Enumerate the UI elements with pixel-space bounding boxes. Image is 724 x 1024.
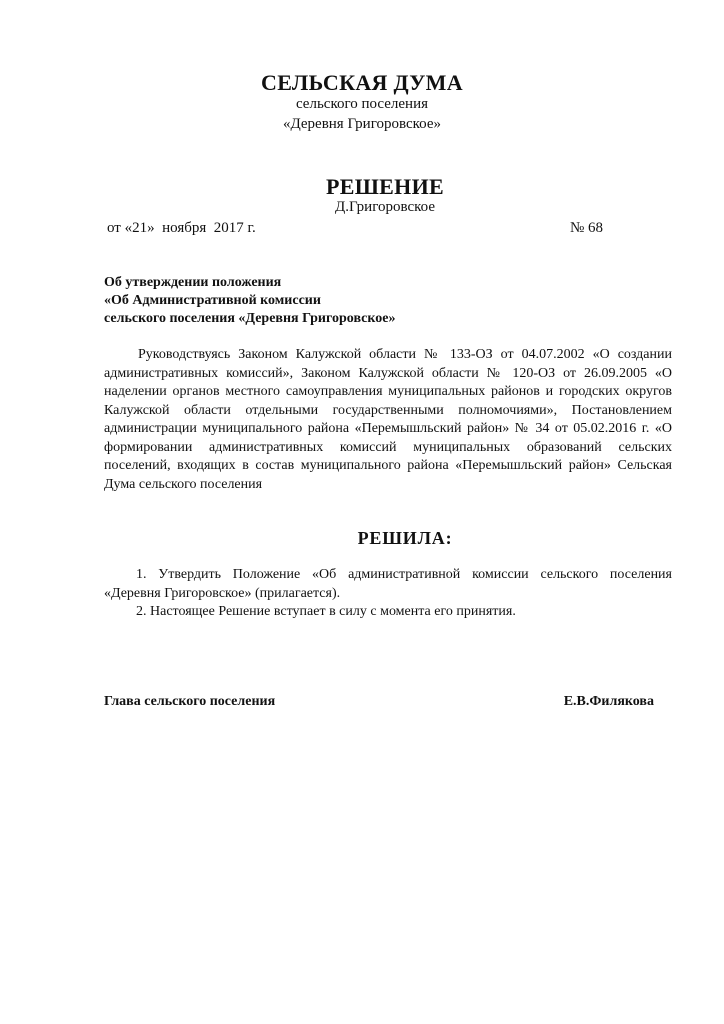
subject-line: Об утверждении положения <box>104 275 282 290</box>
resolution-item: 1. Утвердить Положение «Об административной комиссии сельского поселения «Деревня Григоровское» (прилагается). <box>104 567 672 601</box>
decision-place: Д.Григоровское <box>334 199 436 215</box>
subject-line: сельского поселения «Деревня Григоровское» <box>104 311 396 326</box>
signature-name: Е.В.Филякова <box>563 694 654 709</box>
signature-position: Глава сельского поселения <box>104 694 276 709</box>
resolution-item: 2. Настоящее Решение вступает в силу с момента его принятия. <box>136 604 516 619</box>
decision-number: № 68 <box>569 220 603 236</box>
council-subtitle-settlement: сельского поселения <box>295 96 429 112</box>
decision-date: от «21» ноября 2017 г. <box>107 220 256 236</box>
council-subtitle-village: «Деревня Григоровское» <box>282 116 442 132</box>
resolution-items <box>104 566 672 622</box>
council-title: СЕЛЬСКАЯ ДУМА <box>261 70 463 95</box>
decision-subject <box>104 274 395 328</box>
resolved-heading: РЕШИЛА: <box>357 528 453 548</box>
decision-title: РЕШЕНИЕ <box>326 174 444 199</box>
preamble-paragraph: Руководствуясь Законом Калужской области № 133-ОЗ от 04.07.2002 «О создании административных комиссий», Законом Калужской области № 120-ОЗ от 26.09.2005 «О наделении органов местного самоуправления муниципальных районов и городских округов Калужской области отдельными государственными полномочиями», Постановлением администрации муниципального района «Перемышльский район» № 34 от 05.02.2016 г. «О формировании административных комиссий муниципальных образований сельских поселений, входящих в состав муниципального района «Перемышльский район» Сельская Дума сельского поселения <box>104 347 672 492</box>
subject-line: «Об Административной комиссии <box>104 293 321 308</box>
